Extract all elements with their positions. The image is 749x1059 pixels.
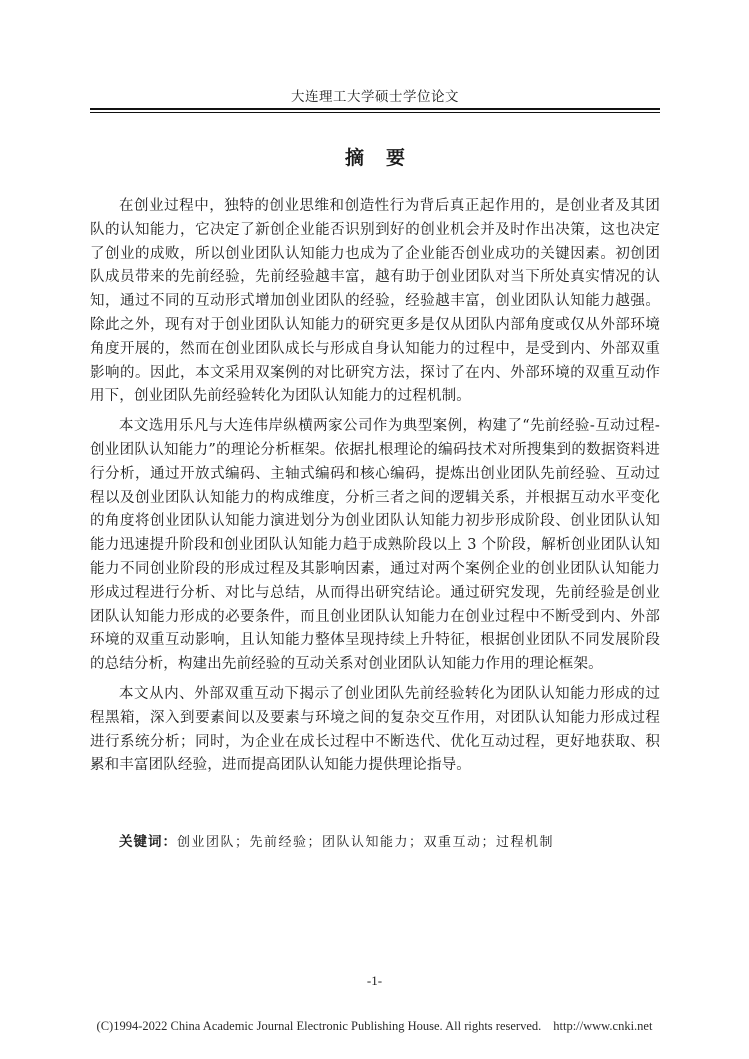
keywords-label: 关键词：	[119, 834, 177, 850]
abstract-paragraph-2: 本文选用乐凡与大连伟岸纵横两家公司作为典型案例，构建了“先前经验-互动过程-创业团队认知能力”的理论分析框架。依据扎根理论的编码技术对所搜集到的数据资料进行分析，通过开放式编码、主轴式编码和核心编码，提炼出创业团队先前经验、互动过程以及创业团队认知能力的构成维度，分析三者之间的逻辑关系，并根据互动水平变化的角度将创业团队认知能力演进划分为创业团队认知能力初步形成阶段、创业团队认知能力迅速提升阶段和创业团队认知能力趋于成熟阶段以上 3 个阶段，解析创业团队认知能力不同创业阶段的形成过程及其影响因素，通过对两个案例企业的创业团队认知能力形成过程进行分析、对比与总结，从而得出研究结论。通过研究发现，先前经验是创业团队认知能力形成的必要条件，而且创业团队认知能力在创业过程中不断受到内、外部环境的双重互动影响，且认知能力整体呈现持续上升特征，根据创业团队不同发展阶段的总结分析，构建出先前经验的互动关系对创业团队认知能力作用的理论框架。	[90, 418, 660, 673]
copyright-text: (C)1994-2022 China Academic Journal Electronic Publishing House. All rights reserved.	[96, 1019, 542, 1033]
page-number: -1-	[366, 973, 383, 988]
keywords-values: 创业团队；先前经验；团队认知能力；双重互动；过程机制	[177, 835, 555, 850]
abstract-paragraph-1: 在创业过程中，独特的创业思维和创造性行为背后真正起作用的，是创业者及其团队的认知能力，它决定了新创企业能否识别到好的创业机会并及时作出决策，这也决定了创业的成败，所以创业团队认知能力也成为了企业能否创业成功的关键因素。初创团队成员带来的先前经验，先前经验越丰富，越有助于创业团队对当下所处真实情况的认知，通过不同的互动形式增加创业团队的经验，经验越丰富，创业团队认知能力越强。除此之外，现有对于创业团队认知能力的研究更多是仅从团队内部角度或仅从外部环境角度开展的，然而在创业团队成长与形成自身认知能力的过程中，是受到内、外部双重影响的。因此，本文采用双案例的对比研究方法，探讨了在内、外部环境的双重互动作用下，创业团队先前经验转化为团队认知能力的过程机制。	[90, 198, 660, 405]
header-rule-thick	[90, 108, 660, 110]
running-header: 大连理工大学硕士学位论文	[291, 89, 459, 105]
abstract-paragraph-3: 本文从内、外部双重互动下揭示了创业团队先前经验转化为团队认知能力形成的过程黑箱，深入到要素间以及要素与环境之间的复杂交互作用，对团队认知能力形成过程进行系统分析；同时，为企业在成长过程中不断迭代、优化互动过程，更好地获取、积累和丰富团队经验，进而提高团队认知能力提供理论指导。	[90, 685, 660, 774]
abstract-body	[90, 195, 660, 784]
header-rule-thin	[90, 112, 660, 113]
abstract-heading: 摘要	[344, 147, 427, 169]
copyright-footer	[0, 1019, 749, 1034]
cnki-url[interactable]: http://www.cnki.net	[553, 1019, 653, 1033]
keywords-line	[119, 832, 660, 853]
